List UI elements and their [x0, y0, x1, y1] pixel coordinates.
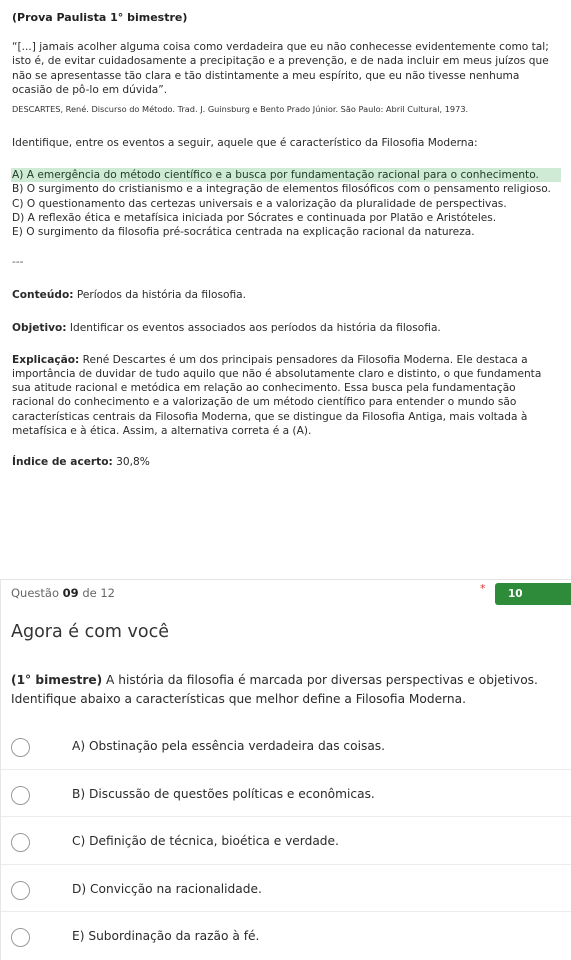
objective-value: Identificar os eventos associados aos períodos da história da filosofia.	[66, 321, 441, 334]
question-prompt: Identifique, entre os eventos a seguir, aquele que é característico da Filosofia Moderna:	[12, 137, 478, 150]
answer-option-a[interactable]	[1, 722, 571, 770]
radio-button[interactable]	[11, 738, 30, 757]
objective-line	[12, 321, 561, 335]
explanation-value: René Descartes é um dos principais pensadores da Filosofia Moderna. Ele destaca a importância de duvidar de tudo aquilo que não é absolutamente claro e distinto, o que fundamenta sua atitude racional e metódica em relação ao conhecimento. Essa busca pela fundamentação racional do conhecimento e a valorização de um método científico para entender o mundo são características centrais da Filosofia Moderna, que se distingue da Filosofia Antiga, mais voltada à metafísica e à ética. Assim, a alternativa correta é a (A).	[12, 353, 542, 437]
question-total: de 12	[78, 586, 115, 600]
option-c: C) O questionamento das certezas universais e a valorização da pluralidade de perspectivas.	[12, 197, 507, 210]
radio-button[interactable]	[11, 928, 30, 947]
question-prefix: Questão	[11, 586, 63, 600]
answer-option-c[interactable]	[1, 817, 571, 865]
separator: ---	[12, 256, 24, 269]
question-counter	[11, 586, 115, 600]
descartes-quote: “[...] jamais acolher alguma coisa como verdadeira que eu não conhecesse evidentemente como tal; isto é, de evitar cuidadosamente a precipitação e a prevenção, e de nada incluir em meus juízos que não se apresentasse tão clara e tão distintamente a meu espírito, que eu não tivesse nenhuma ocasião de pô-lo em dúvida”.	[12, 41, 549, 96]
answer-label: D) Convicção na racionalidade.	[72, 881, 262, 896]
answer-label: E) Subordinação da razão à fé.	[72, 929, 260, 943]
content-label: Conteúdo:	[12, 289, 74, 302]
accuracy-index-label: Índice de acerto:	[12, 456, 113, 469]
required-mark: *	[480, 582, 486, 595]
answer-label: A) Obstinação pela essência verdadeira das coisas.	[72, 739, 386, 753]
accuracy-index-line	[12, 455, 561, 469]
explanation-line	[12, 353, 561, 438]
question-number: 09	[62, 586, 79, 600]
radio-button[interactable]	[11, 833, 30, 852]
option-b: B) O surgimento do cristianismo e a integração de elementos filosóficos com o pensamento religioso.	[12, 183, 551, 196]
options-list	[12, 168, 561, 239]
question-card	[0, 579, 571, 960]
answer-option-d[interactable]	[1, 865, 571, 913]
question-title: Agora é com você	[11, 622, 169, 642]
radio-button[interactable]	[11, 786, 30, 805]
quote-citation: DESCARTES, René. Discurso do Método. Trad. J. Guinsburg e Bento Prado Júnior. São Paulo: Abril Cultural, 1973.	[12, 104, 469, 115]
explanation-panel	[0, 0, 571, 469]
answer-options	[1, 722, 571, 960]
question-body: A história da filosofia é marcada por diversas perspectivas e objetivos. Identifique abaixo a características que melhor define a Filosofia Moderna.	[11, 673, 538, 706]
points-badge: 10 PONTOS	[495, 583, 571, 605]
answer-label: B) Discussão de questões políticas e econômicas.	[72, 786, 375, 801]
answer-option-e[interactable]	[1, 912, 571, 960]
option-a-correct: A) A emergência do método científico e a busca por fundamentação racional para o conhecimento.	[11, 168, 561, 182]
objective-label: Objetivo:	[12, 321, 67, 334]
answer-label: C) Definição de técnica, bioética e verdade.	[72, 834, 339, 848]
option-d: D) A reflexão ética e metafísica iniciada por Sócrates e continuada por Platão e Aristóteles.	[12, 211, 497, 224]
answer-option-b[interactable]	[1, 770, 571, 818]
question-header	[1, 580, 571, 622]
content-line	[12, 288, 561, 302]
question-tag: (1° bimestre)	[11, 673, 103, 687]
radio-button[interactable]	[11, 881, 30, 900]
content-value: Períodos da história da filosofia.	[73, 289, 247, 302]
explanation-label: Explicação:	[12, 353, 80, 366]
accuracy-index-value: 30,8%	[112, 456, 150, 469]
question-text	[11, 671, 571, 708]
exam-title: (Prova Paulista 1° bimestre)	[12, 11, 188, 24]
option-e: E) O surgimento da filosofia pré-socrática centrada na explicação racional da natureza.	[12, 226, 475, 239]
